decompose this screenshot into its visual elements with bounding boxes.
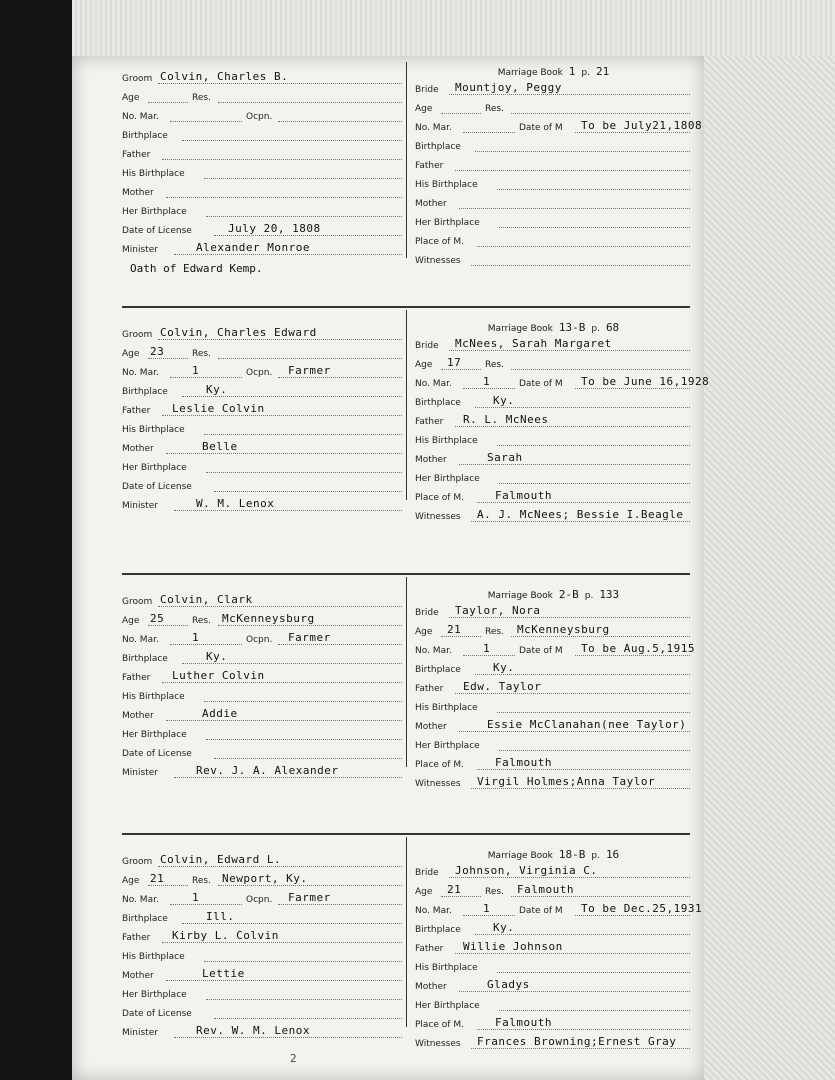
age-res-row	[122, 872, 404, 891]
his-birthplace-dots	[204, 961, 402, 962]
res-label: Res.	[192, 616, 211, 626]
page-value: 16	[605, 848, 620, 861]
bride-her-birthplace-row	[415, 737, 692, 756]
her-birthplace-label: Her Birthplace	[122, 207, 187, 217]
scan-right-border	[704, 56, 835, 1080]
bride-mother-row	[415, 718, 692, 737]
bride-father-value: Willie Johnson	[463, 940, 563, 953]
place-of-m-row	[415, 233, 692, 252]
bride-her-birthplace-dots	[499, 1010, 690, 1011]
bride-no-mar-label: No. Mar.	[415, 123, 452, 133]
date-of-m-value: To be Dec.25,1931	[581, 902, 703, 915]
bride-nomar-date-row	[415, 902, 703, 921]
groom-value: Colvin, Edward L.	[160, 853, 282, 866]
page-value: 133	[599, 588, 620, 601]
bride-his-birthplace-row	[415, 432, 692, 451]
column-divider	[406, 310, 407, 500]
no-mar-label: No. Mar.	[122, 368, 159, 378]
ocpn-value: Farmer	[288, 364, 331, 377]
his-birthplace-row	[122, 948, 404, 967]
witnesses-value: A. J. McNees; Bessie I.Beagle	[477, 508, 684, 521]
mother-value: Belle	[202, 440, 238, 453]
res-label: Res.	[192, 93, 211, 103]
his-birthplace-row	[122, 688, 404, 707]
bride-value: Taylor, Nora	[455, 604, 541, 617]
groom-label: Groom	[122, 330, 153, 340]
mother-value: Addie	[202, 707, 238, 720]
res-value: McKenneysburg	[222, 612, 315, 625]
birthplace-label: Birthplace	[122, 914, 168, 924]
age-res-row	[122, 345, 404, 364]
marriage-book-value: 2-B	[558, 588, 579, 601]
his-birthplace-label: His Birthplace	[122, 952, 185, 962]
birthplace-dots	[182, 140, 402, 141]
minister-label: Minister	[122, 245, 158, 255]
res-label: Res.	[192, 876, 211, 886]
bride-res-dots	[511, 113, 690, 114]
no-mar-dots	[170, 377, 242, 378]
bride-mother-row	[415, 451, 692, 470]
bride-his-birthplace-dots	[497, 972, 690, 973]
bride-res-label: Res.	[485, 887, 504, 897]
witnesses-row	[415, 508, 692, 527]
bride-mother-label: Mother	[415, 722, 447, 732]
mother-label: Mother	[122, 188, 154, 198]
bride-age-value: 17	[447, 356, 462, 369]
bride-his-birthplace-label: His Birthplace	[415, 180, 478, 190]
bride-age-label: Age	[415, 887, 433, 897]
bride-birthplace-value: Ky.	[493, 661, 515, 674]
her-birthplace-label: Her Birthplace	[122, 730, 187, 740]
mother-row	[122, 967, 404, 986]
bride-res-dots	[511, 369, 690, 370]
no-mar-dots	[170, 644, 242, 645]
date-of-m-value: To be July21,1808	[581, 119, 703, 132]
age-label: Age	[122, 349, 140, 359]
bride-her-birthplace-label: Her Birthplace	[415, 218, 480, 228]
bride-her-birthplace-label: Her Birthplace	[415, 741, 480, 751]
record-note: Oath of Edward Kemp.	[130, 262, 263, 275]
place-of-m-label: Place of M.	[415, 493, 464, 503]
bride-nomar-date-row	[415, 642, 695, 661]
her-birthplace-label: Her Birthplace	[122, 463, 187, 473]
bride-her-birthplace-row	[415, 214, 692, 233]
his-birthplace-label: His Birthplace	[122, 169, 185, 179]
nomar-ocpn-row	[122, 891, 404, 910]
bride-birthplace-label: Birthplace	[415, 925, 461, 935]
column-divider	[406, 577, 407, 767]
her-birthplace-label: Her Birthplace	[122, 990, 187, 1000]
bride-birthplace-label: Birthplace	[415, 398, 461, 408]
place-of-m-value: Falmouth	[495, 1016, 552, 1029]
his-birthplace-row	[122, 165, 404, 184]
bride-label: Bride	[415, 868, 439, 878]
date-of-license-dots	[214, 491, 402, 492]
bride-mother-value: Essie McClanahan(nee Taylor)	[487, 718, 687, 731]
bride-father-row	[415, 680, 692, 699]
groom-column	[122, 593, 404, 783]
father-value: Luther Colvin	[172, 669, 265, 682]
no-mar-dots	[170, 904, 242, 905]
bride-her-birthplace-dots	[499, 227, 690, 228]
minister-row	[122, 497, 404, 516]
bride-age-value: 21	[447, 883, 462, 896]
bride-his-birthplace-dots	[497, 712, 690, 713]
mother-label: Mother	[122, 711, 154, 721]
bride-mother-value: Sarah	[487, 451, 523, 464]
father-label: Father	[122, 150, 151, 160]
column-divider	[406, 837, 407, 1027]
her-birthplace-dots	[206, 739, 402, 740]
bride-no-mar-value: 1	[483, 902, 491, 915]
witnesses-value: Frances Browning;Ernest Gray	[477, 1035, 677, 1048]
minister-value: Rev. J. A. Alexander	[196, 764, 339, 777]
groom-value: Colvin, Charles Edward	[160, 326, 317, 339]
groom-label: Groom	[122, 857, 153, 867]
marriage-record	[122, 62, 703, 275]
bride-res-label: Res.	[485, 627, 504, 637]
marriage-book-label: Marriage Book	[487, 851, 553, 861]
bride-his-birthplace-dots	[497, 445, 690, 446]
bride-res-value: Falmouth	[517, 883, 574, 896]
father-dots	[162, 159, 402, 160]
column-divider	[406, 62, 407, 258]
date-of-m-value: To be Aug.5,1915	[581, 642, 695, 655]
groom-label: Groom	[122, 74, 153, 84]
marriage-book-label: Marriage Book	[487, 324, 553, 334]
ocpn-dots	[278, 121, 402, 122]
bride-nomar-date-row	[415, 119, 703, 138]
bride-no-mar-label: No. Mar.	[415, 906, 452, 916]
father-row	[122, 402, 404, 421]
scan-left-border	[0, 0, 72, 1080]
age-value: 25	[150, 612, 165, 625]
his-birthplace-label: His Birthplace	[122, 692, 185, 702]
bride-age-label: Age	[415, 104, 433, 114]
bride-birthplace-row	[415, 394, 692, 413]
witnesses-label: Witnesses	[415, 1039, 461, 1049]
bride-row	[415, 81, 692, 100]
his-birthplace-row	[122, 421, 404, 440]
witnesses-value: Virgil Holmes;Anna Taylor	[477, 775, 656, 788]
witnesses-dots	[471, 265, 690, 266]
date-of-m-label: Date of M	[519, 123, 563, 133]
bride-no-mar-dots	[463, 132, 515, 133]
birthplace-row	[122, 127, 404, 146]
bride-column	[415, 845, 703, 1054]
record-top-rule	[122, 573, 690, 575]
bride-label: Bride	[415, 608, 439, 618]
mother-row	[122, 707, 404, 726]
bride-father-row	[415, 413, 692, 432]
ocpn-label: Ocpn.	[246, 635, 273, 645]
ocpn-value: Farmer	[288, 891, 331, 904]
no-mar-value: 1	[192, 631, 200, 644]
bride-column	[415, 585, 695, 794]
date-of-m-label: Date of M	[519, 906, 563, 916]
ocpn-value: Farmer	[288, 631, 331, 644]
father-row	[122, 146, 404, 165]
mother-value: Lettie	[202, 967, 245, 980]
bride-mother-row	[415, 195, 692, 214]
birthplace-value: Ky.	[206, 650, 228, 663]
her-birthplace-dots	[206, 216, 402, 217]
bride-father-value: Edw. Taylor	[463, 680, 542, 693]
father-label: Father	[122, 673, 151, 683]
date-of-m-value: To be June 16,1928	[581, 375, 710, 388]
page-value: 21	[596, 65, 610, 78]
his-birthplace-label: His Birthplace	[122, 425, 185, 435]
date-of-license-dots	[214, 758, 402, 759]
no-mar-label: No. Mar.	[122, 895, 159, 905]
witnesses-row	[415, 1035, 692, 1054]
bride-birthplace-value: Ky.	[493, 394, 515, 407]
date-of-license-label: Date of License	[122, 749, 192, 759]
page-label: p.	[591, 851, 600, 861]
date-of-license-label: Date of License	[122, 226, 192, 236]
marriage-book-label: Marriage Book	[497, 68, 563, 78]
bride-mother-label: Mother	[415, 455, 447, 465]
no-mar-dots	[170, 121, 242, 122]
bride-mother-value: Gladys	[487, 978, 530, 991]
ocpn-label: Ocpn.	[246, 895, 273, 905]
place-of-m-dots	[477, 246, 690, 247]
age-value: 23	[150, 345, 165, 358]
date-of-m-label: Date of M	[519, 646, 563, 656]
minister-value: Alexander Monroe	[196, 241, 310, 254]
nomar-ocpn-row	[122, 631, 404, 650]
bride-his-birthplace-label: His Birthplace	[415, 703, 478, 713]
bride-father-label: Father	[415, 161, 444, 171]
bride-her-birthplace-row	[415, 470, 692, 489]
bride-mother-dots	[459, 208, 690, 209]
birthplace-value: Ill.	[206, 910, 235, 923]
bride-label: Bride	[415, 341, 439, 351]
no-mar-label: No. Mar.	[122, 635, 159, 645]
birthplace-label: Birthplace	[122, 131, 168, 141]
bride-birthplace-row	[415, 661, 692, 680]
bride-his-birthplace-label: His Birthplace	[415, 963, 478, 973]
marriage-record	[122, 318, 710, 522]
witnesses-label: Witnesses	[415, 512, 461, 522]
bride-column	[415, 318, 710, 527]
bride-her-birthplace-label: Her Birthplace	[415, 1001, 480, 1011]
marriage-book-value: 13-B	[558, 321, 586, 334]
bride-age-dots	[441, 113, 481, 114]
nomar-ocpn-row	[122, 364, 404, 383]
bride-father-row	[415, 157, 692, 176]
groom-label: Groom	[122, 597, 153, 607]
marriage-book-value: 18-B	[558, 848, 586, 861]
bride-father-label: Father	[415, 417, 444, 427]
bride-father-label: Father	[415, 944, 444, 954]
page-value: 68	[605, 321, 620, 334]
minister-value: Rev. W. M. Lenox	[196, 1024, 310, 1037]
age-res-row	[122, 612, 404, 631]
groom-value: Colvin, Clark	[160, 593, 253, 606]
birthplace-label: Birthplace	[122, 387, 168, 397]
res-value: Newport, Ky.	[222, 872, 308, 885]
bride-birthplace-dots	[475, 151, 690, 152]
her-birthplace-dots	[206, 472, 402, 473]
minister-row	[122, 764, 404, 783]
mother-dots	[166, 197, 402, 198]
minister-label: Minister	[122, 768, 158, 778]
her-birthplace-row	[122, 726, 404, 745]
mother-label: Mother	[122, 971, 154, 981]
bride-mother-label: Mother	[415, 982, 447, 992]
bride-no-mar-label: No. Mar.	[415, 646, 452, 656]
bride-label: Bride	[415, 85, 439, 95]
bride-column	[415, 62, 703, 271]
his-birthplace-dots	[204, 434, 402, 435]
mother-row	[122, 184, 404, 203]
witnesses-label: Witnesses	[415, 779, 461, 789]
place-of-m-label: Place of M.	[415, 237, 464, 247]
groom-row	[122, 70, 404, 89]
witnesses-row	[415, 252, 692, 271]
bride-father-row	[415, 940, 692, 959]
nomar-ocpn-row	[122, 108, 404, 127]
father-value: Kirby L. Colvin	[172, 929, 279, 942]
bride-father-value: R. L. McNees	[463, 413, 549, 426]
marriage-record	[122, 845, 703, 1049]
age-label: Age	[122, 93, 140, 103]
no-mar-label: No. Mar.	[122, 112, 159, 122]
res-dots	[218, 358, 402, 359]
date-of-license-value: July 20, 1808	[228, 222, 321, 235]
place-of-m-value: Falmouth	[495, 489, 552, 502]
bride-nomar-date-row	[415, 375, 710, 394]
date-of-license-label: Date of License	[122, 482, 192, 492]
bride-birthplace-label: Birthplace	[415, 142, 461, 152]
bride-birthplace-row	[415, 138, 692, 157]
date-of-m-label: Date of M	[519, 379, 563, 389]
place-of-m-value: Falmouth	[495, 756, 552, 769]
groom-column	[122, 326, 404, 516]
bride-her-birthplace-label: Her Birthplace	[415, 474, 480, 484]
res-label: Res.	[192, 349, 211, 359]
marriage-record	[122, 585, 695, 789]
page-number: 2	[290, 1052, 297, 1065]
witnesses-label: Witnesses	[415, 256, 461, 266]
bride-mother-row	[415, 978, 692, 997]
bride-res-value: McKenneysburg	[517, 623, 610, 636]
mother-label: Mother	[122, 444, 154, 454]
witnesses-row	[415, 775, 692, 794]
bride-age-label: Age	[415, 627, 433, 637]
page-label: p.	[591, 324, 600, 334]
age-value: 21	[150, 872, 165, 885]
bride-birthplace-value: Ky.	[493, 921, 515, 934]
bride-his-birthplace-row	[415, 959, 692, 978]
bride-his-birthplace-label: His Birthplace	[415, 436, 478, 446]
bride-her-birthplace-dots	[499, 483, 690, 484]
bride-her-birthplace-dots	[499, 750, 690, 751]
bride-his-birthplace-dots	[497, 189, 690, 190]
his-birthplace-dots	[204, 701, 402, 702]
father-row	[122, 669, 404, 688]
place-of-m-label: Place of M.	[415, 1020, 464, 1030]
marriage-book-label: Marriage Book	[487, 591, 553, 601]
marriage-book-value: 1	[568, 65, 576, 78]
groom-column	[122, 853, 404, 1043]
record-top-rule	[122, 833, 690, 835]
res-dots	[218, 102, 402, 103]
bride-value: Johnson, Virginia C.	[455, 864, 598, 877]
minister-row	[122, 1024, 404, 1043]
groom-row	[122, 326, 404, 345]
mother-row	[122, 440, 404, 459]
minister-label: Minister	[122, 1028, 158, 1038]
father-row	[122, 929, 404, 948]
bride-no-mar-label: No. Mar.	[415, 379, 452, 389]
bride-value: Mountjoy, Peggy	[455, 81, 562, 94]
birthplace-value: Ky.	[206, 383, 228, 396]
father-value: Leslie Colvin	[172, 402, 265, 415]
bride-father-dots	[455, 170, 690, 171]
bride-her-birthplace-row	[415, 997, 692, 1016]
bride-res-label: Res.	[485, 360, 504, 370]
his-birthplace-dots	[204, 178, 402, 179]
bride-mother-label: Mother	[415, 199, 447, 209]
her-birthplace-row	[122, 986, 404, 1005]
scan-top-border	[72, 0, 835, 56]
minister-row	[122, 241, 404, 260]
page-label: p.	[581, 68, 590, 78]
bride-his-birthplace-row	[415, 176, 692, 195]
bride-father-label: Father	[415, 684, 444, 694]
minister-value: W. M. Lenox	[196, 497, 275, 510]
ocpn-label: Ocpn.	[246, 112, 273, 122]
minister-label: Minister	[122, 501, 158, 511]
ocpn-label: Ocpn.	[246, 368, 273, 378]
bride-birthplace-label: Birthplace	[415, 665, 461, 675]
age-label: Age	[122, 616, 140, 626]
no-mar-value: 1	[192, 364, 200, 377]
father-label: Father	[122, 406, 151, 416]
groom-column	[122, 70, 404, 260]
bride-age-label: Age	[415, 360, 433, 370]
age-dots	[148, 102, 188, 103]
groom-value: Colvin, Charles B.	[160, 70, 289, 83]
no-mar-value: 1	[192, 891, 200, 904]
her-birthplace-row	[122, 459, 404, 478]
bride-no-mar-value: 1	[483, 642, 491, 655]
birthplace-label: Birthplace	[122, 654, 168, 664]
place-of-m-label: Place of M.	[415, 760, 464, 770]
record-top-rule	[122, 306, 690, 308]
bride-no-mar-value: 1	[483, 375, 491, 388]
bride-value: McNees, Sarah Margaret	[455, 337, 612, 350]
bride-age-value: 21	[447, 623, 462, 636]
page-label: p.	[584, 591, 594, 601]
her-birthplace-dots	[206, 999, 402, 1000]
bride-res-label: Res.	[485, 104, 504, 114]
date-of-license-dots	[214, 1018, 402, 1019]
date-of-license-label: Date of License	[122, 1009, 192, 1019]
father-label: Father	[122, 933, 151, 943]
age-label: Age	[122, 876, 140, 886]
age-res-row	[122, 89, 404, 108]
